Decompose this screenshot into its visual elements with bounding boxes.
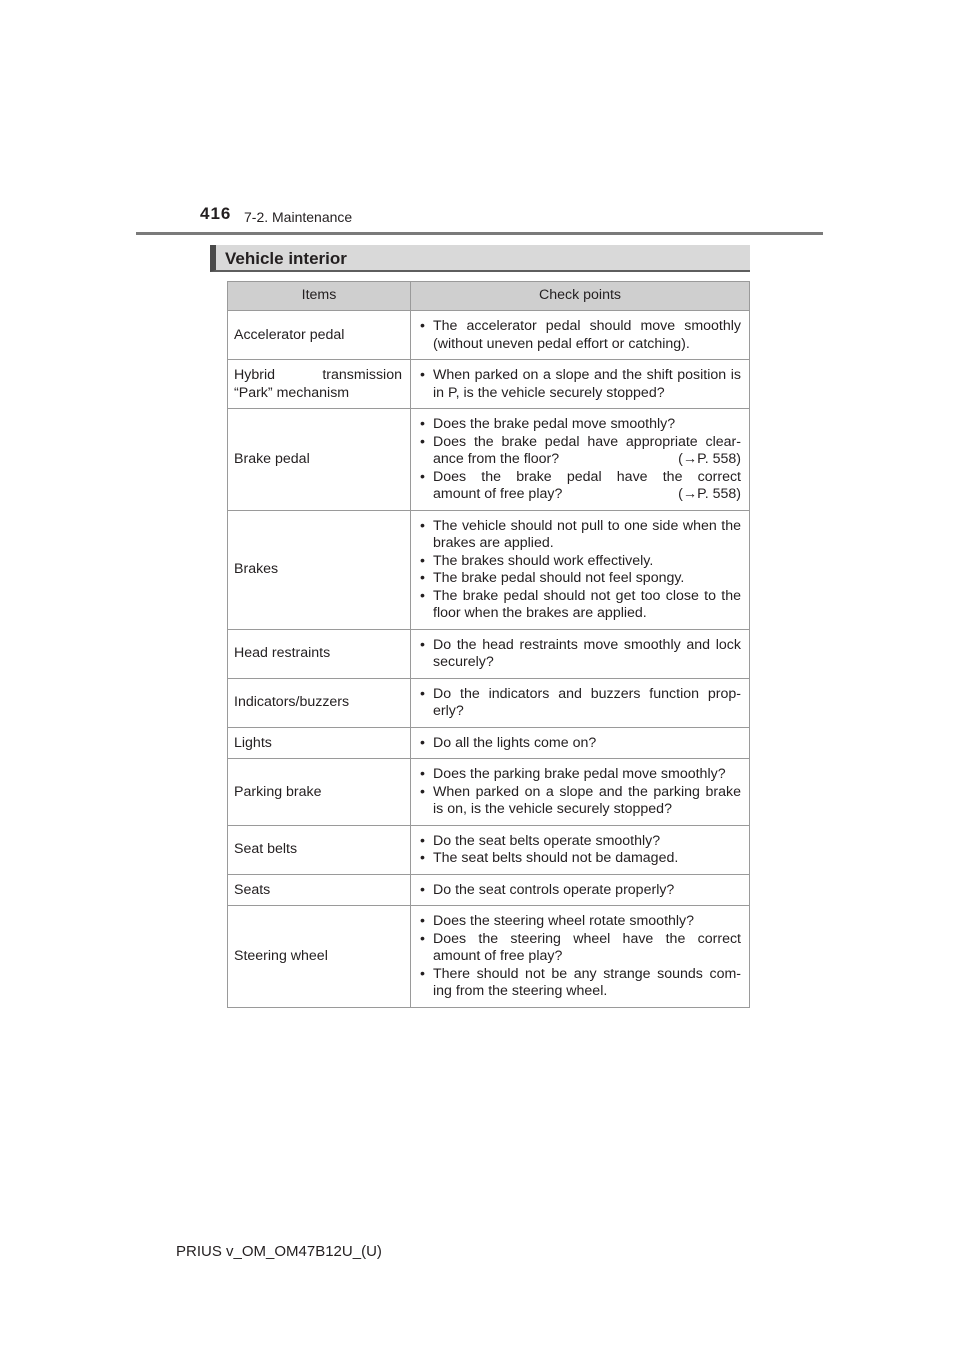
- check-point-tail: ance from the floor?: [433, 451, 560, 467]
- check-point: • Does the parking brake pedal move smoothly?: [420, 766, 741, 784]
- item-cell: Brakes: [228, 510, 411, 629]
- table-row: [228, 678, 750, 727]
- item-line: Hybrid transmission: [234, 367, 402, 383]
- check-point: • The vehicle should not pull to one side when the brakes are applied.: [420, 518, 741, 553]
- check-point: • The brakes should work effectively.: [420, 553, 741, 571]
- check-point: • The brake pedal should not get too close to the floor when the brakes are applied.: [420, 588, 741, 623]
- check-points-cell: [411, 906, 750, 1008]
- check-point-line: [433, 486, 741, 504]
- check-point: [420, 434, 741, 469]
- table-header-row: [228, 282, 750, 311]
- item-line: “Park” mechanism: [234, 384, 350, 401]
- check-points-cell: [411, 629, 750, 678]
- table-row: [228, 906, 750, 1008]
- check-point: • Does the steering wheel rotate smoothly?: [420, 913, 741, 931]
- check-points-cell: [411, 727, 750, 759]
- table-row: [228, 629, 750, 678]
- section-breadcrumb: 7-2. Maintenance: [244, 209, 353, 225]
- item-cell: Head restraints: [228, 629, 411, 678]
- item-cell: [228, 360, 411, 409]
- check-point-line: • Does the brake pedal have the correct: [433, 468, 741, 485]
- check-point: • Does the brake pedal move smoothly?: [420, 416, 741, 434]
- item-cell: Indicators/buzzers: [228, 678, 411, 727]
- table-row: [228, 759, 750, 826]
- check-point: • Do the seat controls operate properly?: [420, 882, 741, 900]
- item-cell: Seat belts: [228, 825, 411, 874]
- check-point: • Do the indicators and buzzers function prop- erly?: [420, 686, 741, 721]
- item-cell: Parking brake: [228, 759, 411, 826]
- column-header-check-points: Check points: [411, 282, 750, 311]
- table-row: [228, 409, 750, 511]
- table-row: [228, 727, 750, 759]
- check-point: • The brake pedal should not feel spongy.: [420, 570, 741, 588]
- check-points-cell: [411, 311, 750, 360]
- table-row: [228, 825, 750, 874]
- check-points-cell: [411, 825, 750, 874]
- table-row: [228, 360, 750, 409]
- page-reference-link[interactable]: (→P. 558): [678, 451, 741, 467]
- check-point: • There should not be any strange sounds com- ing from the steering wheel.: [420, 966, 741, 1001]
- check-point: • Do all the lights come on?: [420, 735, 741, 753]
- check-points-cell: [411, 360, 750, 409]
- check-points-cell: [411, 678, 750, 727]
- table-row: [228, 874, 750, 906]
- check-point: • Do the head restraints move smoothly and lock securely?: [420, 637, 741, 672]
- table-row: [228, 311, 750, 360]
- item-cell: Accelerator pedal: [228, 311, 411, 360]
- table-row: [228, 510, 750, 629]
- check-point-line: [433, 451, 741, 469]
- item-cell: Brake pedal: [228, 409, 411, 511]
- check-point: • The accelerator pedal should move smoothly (without uneven pedal effort or catching).: [420, 318, 741, 353]
- check-point: • The seat belts should not be damaged.: [420, 850, 741, 868]
- item-cell: Steering wheel: [228, 906, 411, 1008]
- model-code-footer: PRIUS v_OM_OM47B12U_(U): [176, 1243, 382, 1260]
- column-header-items: Items: [228, 282, 411, 311]
- page-number: 416: [200, 204, 232, 223]
- check-points-cell: [411, 759, 750, 826]
- section-heading: Vehicle interior: [210, 245, 750, 272]
- item-cell: Seats: [228, 874, 411, 906]
- check-point: • Do the seat belts operate smoothly?: [420, 833, 741, 851]
- check-point: • Does the steering wheel have the correct amount of free play?: [420, 931, 741, 966]
- header-divider: [136, 232, 823, 235]
- check-points-cell: [411, 874, 750, 906]
- check-point: • When parked on a slope and the shift position is in P, is the vehicle securely stopped?: [420, 367, 741, 402]
- page-reference-link[interactable]: (→P. 558): [678, 486, 741, 502]
- inspection-table: [227, 281, 750, 1008]
- check-points-cell: [411, 409, 750, 511]
- check-point: • When parked on a slope and the parking brake is on, is the vehicle securely stopped?: [420, 784, 741, 819]
- check-point-tail: amount of free play?: [433, 486, 563, 502]
- check-point: [420, 469, 741, 504]
- check-point-line: • Does the brake pedal have appropriate clear-: [433, 433, 741, 450]
- check-points-cell: [411, 510, 750, 629]
- item-cell: Lights: [228, 727, 411, 759]
